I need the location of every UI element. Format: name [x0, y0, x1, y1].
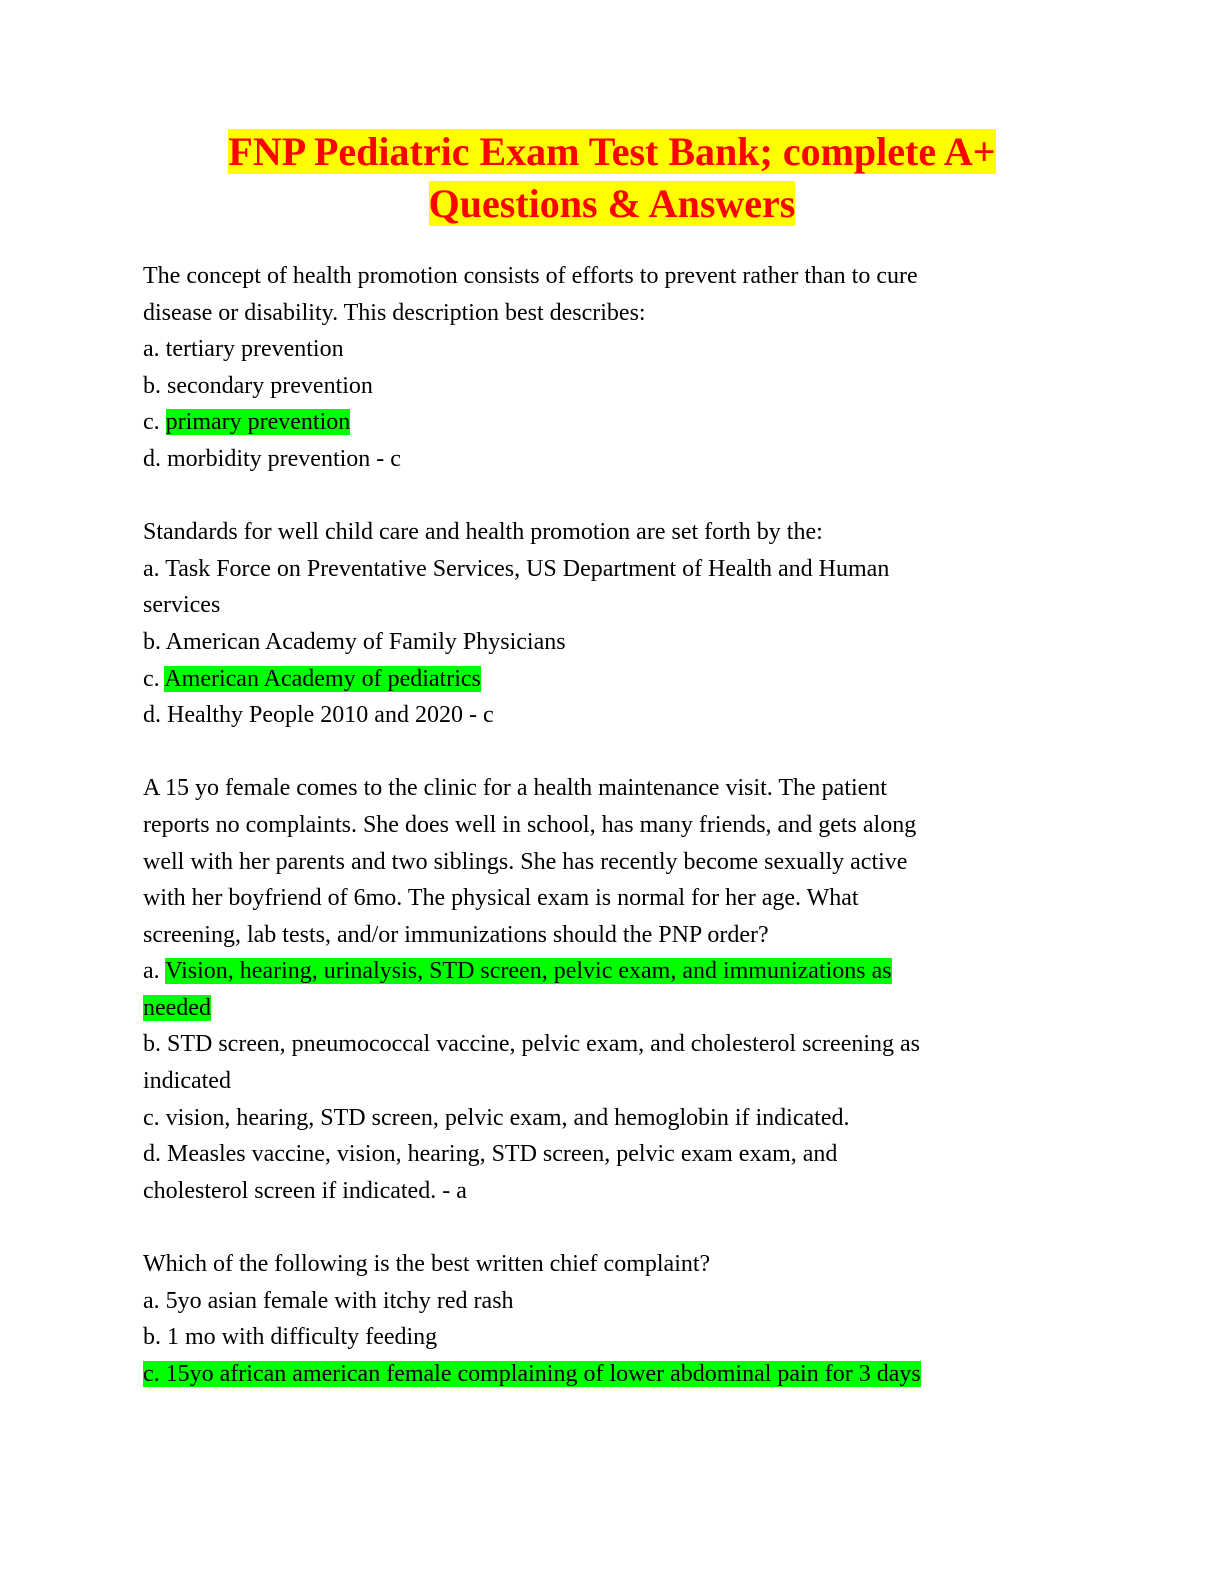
option-b: b. American Academy of Family Physicians [143, 628, 566, 655]
option-d: d. Healthy People 2010 and 2020 - c [143, 702, 494, 729]
option-prefix: a. [143, 958, 166, 985]
option-d: d. morbidity prevention - c [143, 445, 401, 472]
question-2 [143, 514, 1043, 734]
option-b: b. STD screen, pneumococcal vaccine, pelvic exam, and cholesterol screening as [143, 1031, 921, 1058]
correct-answer-highlight: primary prevention [165, 409, 351, 436]
correct-answer-highlight: American Academy of pediatrics [164, 665, 481, 692]
document-title [120, 126, 1104, 230]
option-a: a. 5yo asian female with itchy red rash [143, 1287, 514, 1314]
option-d-continued: cholesterol screen if indicated. - a [143, 1177, 467, 1204]
option-a-continued: services [143, 592, 221, 619]
spacer [143, 478, 1043, 515]
option-b: b. 1 mo with difficulty feeding [143, 1324, 438, 1351]
option-c: c. vision, hearing, STD screen, pelvic exam, and hemoglobin if indicated. [143, 1104, 850, 1131]
correct-answer-highlight: c. 15yo african american female complaining of lower abdominal pain for 3 days [143, 1360, 921, 1387]
option-c [143, 404, 1043, 441]
option-b-continued: indicated [143, 1068, 231, 1095]
option-a: a. tertiary prevention [143, 336, 344, 363]
spacer [143, 1209, 1043, 1246]
correct-answer-highlight: Vision, hearing, urinalysis, STD screen, pelvic exam, and immunizations as [165, 958, 892, 985]
question-3 [143, 770, 1043, 1209]
question-stem: Which of the following is the best written chief complaint? [143, 1251, 711, 1278]
question-stem: disease or disability. This description best describes: [143, 299, 646, 326]
option-prefix: c. [143, 409, 166, 436]
question-stem: well with her parents and two siblings. She has recently become sexually active [143, 848, 908, 875]
option-a-continued [143, 990, 1043, 1027]
question-4 [143, 1246, 1043, 1392]
option-d: d. Measles vaccine, vision, hearing, STD screen, pelvic exam exam, and [143, 1141, 838, 1168]
question-list [143, 258, 1043, 1392]
option-c [143, 1356, 1043, 1393]
option-a: a. Task Force on Preventative Services, US Department of Health and Human [143, 555, 890, 582]
question-stem: Standards for well child care and health promotion are set forth by the: [143, 519, 823, 546]
question-stem: with her boyfriend of 6mo. The physical exam is normal for her age. What [143, 885, 859, 912]
question-stem: The concept of health promotion consists of efforts to prevent rather than to cure [143, 263, 918, 289]
title-line-2: Questions & Answers [428, 181, 796, 226]
question-stem: reports no complaints. She does well in school, has many friends, and gets along [143, 811, 917, 838]
option-c [143, 661, 1043, 698]
option-prefix: c. [143, 665, 165, 692]
spacer [143, 734, 1043, 771]
title-line-1: FNP Pediatric Exam Test Bank; complete A+ [228, 129, 996, 174]
option-b: b. secondary prevention [143, 372, 373, 399]
question-1 [143, 258, 1043, 478]
correct-answer-highlight: needed [143, 994, 211, 1021]
question-stem: A 15 yo female comes to the clinic for a health maintenance visit. The patient [143, 775, 887, 802]
option-a [143, 953, 1043, 990]
question-stem: screening, lab tests, and/or immunizations should the PNP order? [143, 921, 769, 948]
